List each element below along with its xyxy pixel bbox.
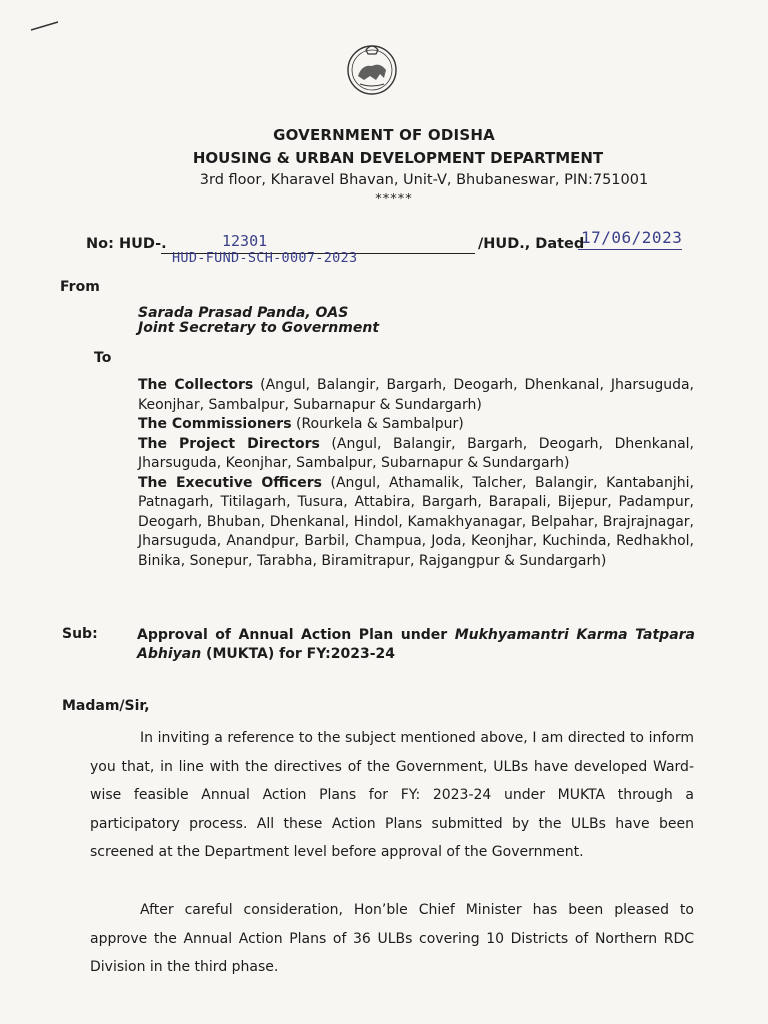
- file-number: HUD-FUND-SCH-0007-2023: [172, 250, 358, 266]
- odisha-emblem-icon: [346, 40, 398, 96]
- body-paragraph-1: In inviting a reference to the subject mentioned above, I am directed to inform you that, in line with the directives of the Government, ULBs have developed Ward-wise feasible Annual Action Plans for FY: 2023-24 under MUKTA through a participatory process. All these Action Plans submitted by the ULBs have been screened at the Department level before approval of the Government.: [90, 730, 694, 860]
- department-address: 3rd floor, Kharavel Bhavan, Unit-V, Bhubaneswar, PIN:751001: [199, 172, 649, 188]
- recipient-executive-officers: The Executive Officers (Angul, Athamalik, Talcher, Balangir, Kantabanjhi, Patnagarh, Titilagarh, Tusura, Attabira, Bargarh, Barapali, Bijepur, Padampur, Deogarh, Bhuban, Dhenkanal, Hindol, Kamakhyanagar, Belpahar, Brajrajnagar, Jharsuguda, Anandpur, Barbil, Champua, Joda, Keonjhar, Kuchinda, Redhakhol, Binika, Sonepur, Tarabha, Biramitrapur, Rajgangpur & Sundargarh): [138, 474, 694, 569]
- subject-label: Sub:: [62, 626, 98, 642]
- to-label: To: [94, 350, 112, 366]
- from-label: From: [60, 279, 100, 295]
- recipient-commissioners: The Commissioners (Rourkela & Sambalpur): [138, 416, 464, 432]
- date-underline: [578, 249, 682, 250]
- subject-text: Approval of Annual Action Plan under Mukhyamantri Karma Tatpara Abhiyan (MUKTA) for FY:2023-24: [137, 627, 695, 662]
- reference-prefix: No: HUD-.: [86, 236, 167, 252]
- recipient-collectors: The Collectors (Angul, Balangir, Bargarh, Deogarh, Dhenkanal, Jharsuguda, Keonjhar, Sambalpur, Subarnapur & Sundargarh): [138, 377, 694, 413]
- government-title: GOVERNMENT OF ODISHA: [273, 126, 495, 144]
- department-title: HOUSING & URBAN DEVELOPMENT DEPARTMENT: [192, 149, 604, 167]
- stars-divider: *****: [375, 192, 413, 207]
- pen-mark: [30, 20, 60, 32]
- salutation: Madam/Sir,: [62, 698, 150, 714]
- sender-name: Sarada Prasad Panda, OAS: [138, 305, 349, 321]
- letter-date: 17/06/2023: [581, 228, 683, 247]
- sender-designation: Joint Secretary to Government: [138, 320, 380, 336]
- recipients-list: [138, 376, 694, 571]
- reference-number: 12301: [222, 232, 268, 250]
- reference-suffix: /HUD., Dated: [478, 236, 585, 252]
- recipient-project-directors: The Project Directors (Angul, Balangir, Bargarh, Deogarh, Dhenkanal, Jharsuguda, Keonjhar, Sambalpur, Subarnapur & Sundargarh): [138, 435, 694, 471]
- body-paragraph-2: After careful consideration, Hon’ble Chief Minister has been pleased to approve the Annual Action Plans of 36 ULBs covering 10 Districts of Northern RDC Division in the third phase.: [90, 902, 694, 975]
